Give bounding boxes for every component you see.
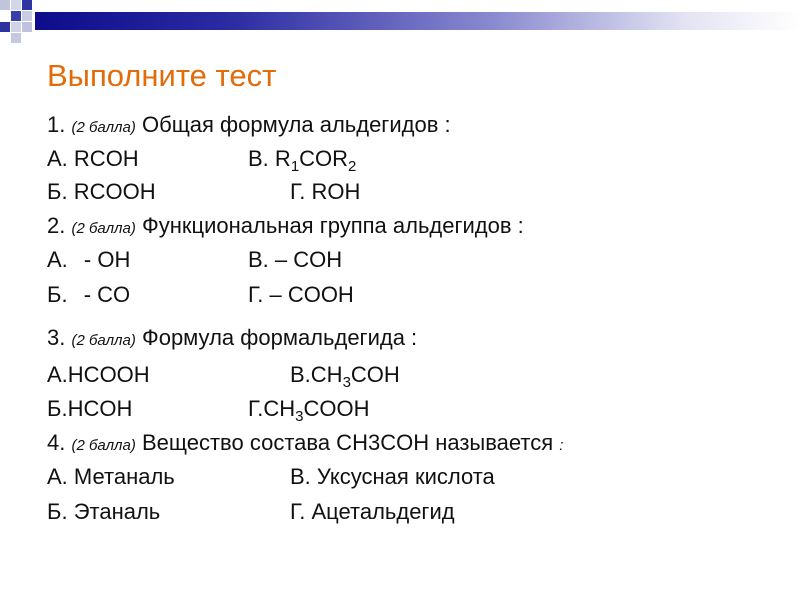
option-value <box>263 396 370 425</box>
option-value: - OH <box>83 247 131 272</box>
decor-square <box>22 22 32 32</box>
option-value <box>310 362 400 391</box>
formula-part: COH <box>350 362 400 387</box>
option-label: А. <box>47 146 68 171</box>
option-label: Б. <box>47 499 68 524</box>
option-label: Б. <box>47 179 68 204</box>
question-number: 3. <box>47 325 66 350</box>
question-points: (2 балла) <box>71 437 136 454</box>
option-label: Г. <box>248 282 264 307</box>
question-number: 1. <box>47 112 66 137</box>
option-b <box>47 179 156 205</box>
question-points: (2 балла) <box>71 220 136 237</box>
question-number: 2. <box>47 213 66 238</box>
decor-square <box>11 33 21 43</box>
question-text: Формула формальдегида : <box>141 325 418 350</box>
option-v <box>248 247 342 273</box>
formula-subscript: 3 <box>295 408 304 425</box>
option-b <box>47 499 160 525</box>
option-label: Г. <box>248 396 264 421</box>
formula-part: CH <box>263 396 296 421</box>
option-label: Б. <box>47 396 68 421</box>
option-label: А. <box>47 464 68 489</box>
option-a <box>47 247 130 273</box>
formula-part: CH <box>310 362 343 387</box>
decor-square <box>11 11 21 21</box>
question-4 <box>47 430 563 459</box>
option-value: RCOOH <box>73 179 156 204</box>
formula-part: COR <box>299 146 349 171</box>
option-value <box>274 146 357 175</box>
option-value: Уксусная кислота <box>316 464 495 489</box>
option-v <box>248 146 357 175</box>
option-label: В. <box>248 247 269 272</box>
option-label: Б. <box>47 282 68 307</box>
option-label: В. <box>290 464 311 489</box>
header-decoration <box>0 0 800 42</box>
question-tail: : <box>559 437 564 454</box>
option-label: В. <box>290 362 311 387</box>
question-points: (2 балла) <box>71 332 136 349</box>
option-label: Г. <box>290 499 306 524</box>
option-value: - CO <box>83 282 131 307</box>
option-a <box>47 464 175 490</box>
option-value: RCOH <box>73 146 139 171</box>
option-g <box>290 179 360 205</box>
formula-part: COOH <box>303 396 370 421</box>
option-value: ROH <box>311 179 361 204</box>
slide-title: Выполните тест <box>47 58 277 93</box>
question-1 <box>47 112 451 141</box>
question-text: Вещество состава CH3COH называется <box>141 430 554 455</box>
decor-square <box>11 22 21 32</box>
option-value: HCOOH <box>67 362 150 387</box>
formula-subscript: 3 <box>342 374 351 391</box>
option-value: Этаналь <box>73 499 161 524</box>
decor-square <box>22 11 32 21</box>
decor-square <box>0 0 10 10</box>
option-label: А. <box>47 362 68 387</box>
option-g <box>248 282 354 308</box>
question-3 <box>47 325 417 354</box>
option-a <box>47 362 150 388</box>
option-value: – COH <box>274 247 343 272</box>
option-value: Ацетальдегид <box>311 499 455 524</box>
option-label: В. <box>248 146 269 171</box>
option-g <box>248 396 370 425</box>
option-label: А. <box>47 247 68 272</box>
header-gradient-bar <box>35 12 800 30</box>
question-text: Функциональная группа альдегидов : <box>141 213 524 238</box>
question-2 <box>47 213 524 242</box>
option-v <box>290 362 400 391</box>
option-b <box>47 396 132 422</box>
question-number: 4. <box>47 430 66 455</box>
question-points: (2 балла) <box>71 119 136 136</box>
option-g <box>290 499 455 525</box>
option-a <box>47 146 139 172</box>
question-text: Общая формула альдегидов : <box>141 112 451 137</box>
option-label: Г. <box>290 179 306 204</box>
formula-subscript: 1 <box>290 158 300 175</box>
formula-part: R <box>274 146 291 171</box>
option-v <box>290 464 495 490</box>
option-value: – COOH <box>269 282 354 307</box>
option-value: HCOH <box>67 396 133 421</box>
decor-square <box>22 0 32 10</box>
decor-square <box>11 0 21 10</box>
option-value: Метаналь <box>73 464 175 489</box>
formula-subscript: 2 <box>348 158 357 175</box>
decor-square <box>0 22 10 32</box>
option-b <box>47 282 130 308</box>
